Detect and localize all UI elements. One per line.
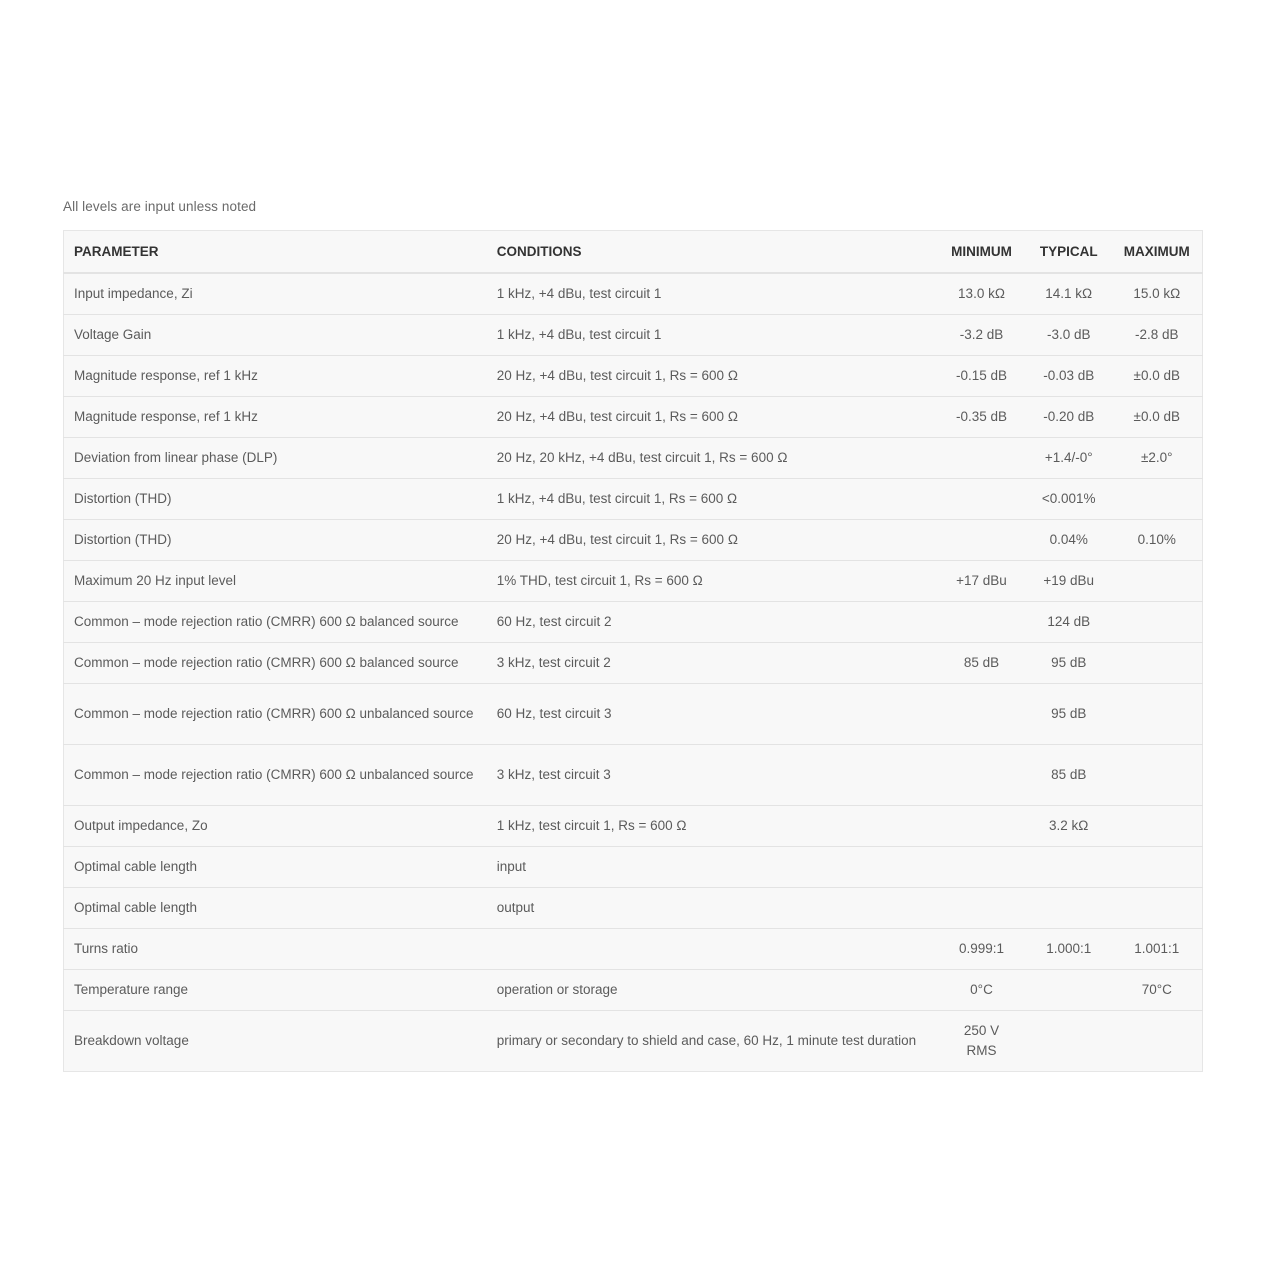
table-row <box>64 806 1203 847</box>
cell-typical <box>1026 1011 1112 1072</box>
cell-conditions: 3 kHz, test circuit 3 <box>487 745 937 806</box>
cell-minimum: 13.0 kΩ <box>937 273 1026 315</box>
cell-minimum: 0.999:1 <box>937 929 1026 970</box>
header-typical: TYPICAL <box>1026 231 1112 274</box>
cell-maximum: ±0.0 dB <box>1112 397 1203 438</box>
table-row <box>64 315 1203 356</box>
cell-parameter: Common – mode rejection ratio (CMRR) 600 Ω unbalanced source <box>64 684 487 745</box>
cell-parameter: Distortion (THD) <box>64 520 487 561</box>
cell-parameter: Maximum 20 Hz input level <box>64 561 487 602</box>
cell-typical: 85 dB <box>1026 745 1112 806</box>
cell-parameter: Common – mode rejection ratio (CMRR) 600 Ω unbalanced source <box>64 745 487 806</box>
cell-parameter: Magnitude response, ref 1 kHz <box>64 397 487 438</box>
table-row <box>64 356 1203 397</box>
cell-minimum <box>937 438 1026 479</box>
cell-minimum: -0.15 dB <box>937 356 1026 397</box>
cell-maximum: -2.8 dB <box>1112 315 1203 356</box>
table-row <box>64 888 1203 929</box>
cell-conditions: 60 Hz, test circuit 3 <box>487 684 937 745</box>
table-row <box>64 970 1203 1011</box>
cell-maximum <box>1112 847 1203 888</box>
cell-maximum <box>1112 806 1203 847</box>
table-row <box>64 745 1203 806</box>
cell-typical <box>1026 888 1112 929</box>
cell-parameter: Temperature range <box>64 970 487 1011</box>
cell-maximum <box>1112 888 1203 929</box>
cell-conditions: 60 Hz, test circuit 2 <box>487 602 937 643</box>
cell-typical <box>1026 970 1112 1011</box>
cell-maximum <box>1112 479 1203 520</box>
cell-typical: 1.000:1 <box>1026 929 1112 970</box>
cell-minimum <box>937 479 1026 520</box>
cell-maximum: 1.001:1 <box>1112 929 1203 970</box>
cell-parameter: Output impedance, Zo <box>64 806 487 847</box>
cell-conditions: 20 Hz, +4 dBu, test circuit 1, Rs = 600 Ω <box>487 520 937 561</box>
cell-parameter: Turns ratio <box>64 929 487 970</box>
header-maximum: MAXIMUM <box>1112 231 1203 274</box>
cell-parameter: Breakdown voltage <box>64 1011 487 1072</box>
table-row <box>64 520 1203 561</box>
table-row <box>64 479 1203 520</box>
cell-minimum <box>937 520 1026 561</box>
cell-maximum <box>1112 643 1203 684</box>
cell-minimum <box>937 602 1026 643</box>
cell-conditions: input <box>487 847 937 888</box>
cell-typical: 14.1 kΩ <box>1026 273 1112 315</box>
cell-minimum <box>937 745 1026 806</box>
cell-maximum: ±2.0° <box>1112 438 1203 479</box>
cell-maximum: 0.10% <box>1112 520 1203 561</box>
cell-parameter: Voltage Gain <box>64 315 487 356</box>
cell-conditions: 1 kHz, test circuit 1, Rs = 600 Ω <box>487 806 937 847</box>
cell-typical: +19 dBu <box>1026 561 1112 602</box>
cell-minimum <box>937 847 1026 888</box>
cell-parameter: Common – mode rejection ratio (CMRR) 600 Ω balanced source <box>64 643 487 684</box>
table-row <box>64 643 1203 684</box>
cell-conditions: 20 Hz, 20 kHz, +4 dBu, test circuit 1, Rs = 600 Ω <box>487 438 937 479</box>
cell-typical: 95 dB <box>1026 684 1112 745</box>
table-row <box>64 397 1203 438</box>
cell-parameter: Optimal cable length <box>64 847 487 888</box>
cell-conditions: 20 Hz, +4 dBu, test circuit 1, Rs = 600 Ω <box>487 356 937 397</box>
cell-minimum: 0°C <box>937 970 1026 1011</box>
cell-parameter: Deviation from linear phase (DLP) <box>64 438 487 479</box>
cell-minimum: -0.35 dB <box>937 397 1026 438</box>
cell-typical: -0.03 dB <box>1026 356 1112 397</box>
cell-minimum <box>937 684 1026 745</box>
cell-typical: <0.001% <box>1026 479 1112 520</box>
cell-minimum <box>937 888 1026 929</box>
header-conditions: CONDITIONS <box>487 231 937 274</box>
cell-conditions: 1% THD, test circuit 1, Rs = 600 Ω <box>487 561 937 602</box>
cell-typical: 95 dB <box>1026 643 1112 684</box>
cell-minimum: +17 dBu <box>937 561 1026 602</box>
table-row <box>64 1011 1203 1072</box>
specifications-table <box>63 230 1203 1072</box>
cell-minimum: 85 dB <box>937 643 1026 684</box>
table-row <box>64 684 1203 745</box>
table-note: All levels are input unless noted <box>63 199 257 214</box>
table-row <box>64 438 1203 479</box>
cell-conditions: 20 Hz, +4 dBu, test circuit 1, Rs = 600 Ω <box>487 397 937 438</box>
cell-maximum: ±0.0 dB <box>1112 356 1203 397</box>
table-row <box>64 273 1203 315</box>
cell-conditions: operation or storage <box>487 970 937 1011</box>
cell-typical: -3.0 dB <box>1026 315 1112 356</box>
cell-typical: 124 dB <box>1026 602 1112 643</box>
cell-typical: -0.20 dB <box>1026 397 1112 438</box>
table-header-row <box>64 231 1203 274</box>
cell-conditions: 3 kHz, test circuit 2 <box>487 643 937 684</box>
cell-parameter: Common – mode rejection ratio (CMRR) 600 Ω balanced source <box>64 602 487 643</box>
table-row <box>64 561 1203 602</box>
table-row <box>64 602 1203 643</box>
cell-typical: +1.4/-0° <box>1026 438 1112 479</box>
cell-conditions: 1 kHz, +4 dBu, test circuit 1 <box>487 273 937 315</box>
cell-typical: 3.2 kΩ <box>1026 806 1112 847</box>
cell-conditions: 1 kHz, +4 dBu, test circuit 1 <box>487 315 937 356</box>
cell-maximum: 15.0 kΩ <box>1112 273 1203 315</box>
cell-conditions <box>487 929 937 970</box>
cell-minimum: 250 V RMS <box>937 1011 1026 1072</box>
cell-typical <box>1026 847 1112 888</box>
cell-minimum <box>937 806 1026 847</box>
cell-maximum <box>1112 745 1203 806</box>
table-row <box>64 847 1203 888</box>
cell-minimum: -3.2 dB <box>937 315 1026 356</box>
cell-conditions: output <box>487 888 937 929</box>
cell-parameter: Distortion (THD) <box>64 479 487 520</box>
cell-parameter: Magnitude response, ref 1 kHz <box>64 356 487 397</box>
cell-maximum <box>1112 684 1203 745</box>
cell-maximum <box>1112 561 1203 602</box>
cell-conditions: primary or secondary to shield and case, 60 Hz, 1 minute test duration <box>487 1011 937 1072</box>
cell-maximum <box>1112 602 1203 643</box>
cell-typical: 0.04% <box>1026 520 1112 561</box>
header-minimum: MINIMUM <box>937 231 1026 274</box>
cell-conditions: 1 kHz, +4 dBu, test circuit 1, Rs = 600 Ω <box>487 479 937 520</box>
cell-parameter: Input impedance, Zi <box>64 273 487 315</box>
header-parameter: PARAMETER <box>64 231 487 274</box>
cell-parameter: Optimal cable length <box>64 888 487 929</box>
cell-maximum <box>1112 1011 1203 1072</box>
cell-maximum: 70°C <box>1112 970 1203 1011</box>
table-row <box>64 929 1203 970</box>
